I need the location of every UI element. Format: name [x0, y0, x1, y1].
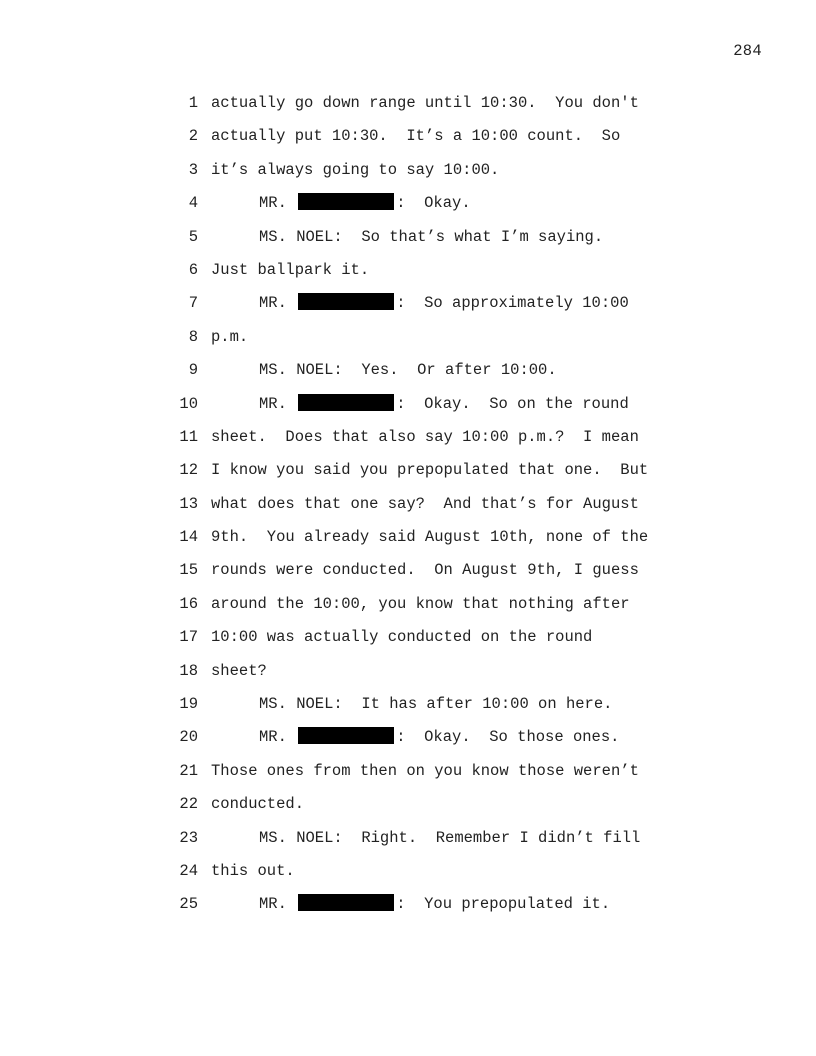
line-text [259, 388, 629, 421]
line-text [259, 187, 471, 220]
line-text [259, 721, 619, 754]
speaker-prefix: MR. [259, 294, 287, 313]
line-number: 3 [188, 160, 198, 179]
line-number: 5 [188, 227, 198, 246]
line-text [259, 688, 612, 721]
spoken-text: MS. NOEL: Yes. Or after 10:00. [259, 361, 557, 380]
transcript-line [0, 287, 816, 320]
line-number: 25 [179, 895, 198, 914]
spoken-text: this out. [211, 861, 295, 880]
transcript-line [0, 187, 816, 220]
spoken-text: : You prepopulated it. [396, 895, 611, 914]
line-number: 4 [188, 194, 198, 213]
line-text [211, 755, 639, 788]
line-number: 20 [179, 728, 198, 747]
redaction-box [298, 727, 394, 744]
line-text [211, 421, 639, 454]
transcript-line [0, 388, 816, 421]
transcript-line [0, 822, 816, 855]
redaction-box [298, 293, 394, 310]
transcript-line [0, 454, 816, 487]
transcript-line [0, 888, 816, 921]
line-number: 16 [179, 594, 198, 613]
spoken-text: MS. NOEL: So that’s what I’m saying. [259, 227, 604, 246]
redaction-box [298, 394, 394, 411]
spoken-text: actually put 10:30. It’s a 10:00 count. So [211, 127, 621, 146]
line-number: 19 [179, 695, 198, 714]
transcript-line [0, 621, 816, 654]
line-text [211, 454, 648, 487]
line-text [211, 655, 267, 688]
line-number: 24 [179, 861, 198, 880]
transcript-line [0, 588, 816, 621]
spoken-text: sheet? [211, 661, 267, 680]
spoken-text: p.m. [211, 327, 249, 346]
line-number: 6 [188, 260, 198, 279]
spoken-text: : Okay. So on the round [396, 394, 629, 413]
line-number: 7 [188, 294, 198, 313]
redaction-box [298, 193, 394, 210]
line-number: 23 [179, 828, 198, 847]
line-number: 1 [188, 94, 198, 112]
spoken-text: MS. NOEL: Right. Remember I didn’t fill [259, 828, 641, 847]
line-number: 11 [179, 427, 198, 446]
line-text [259, 221, 603, 254]
line-text [211, 321, 248, 354]
line-text [211, 554, 639, 587]
speaker-prefix: MR. [259, 895, 287, 914]
speaker-prefix: MR. [259, 728, 287, 747]
line-number: 18 [179, 661, 198, 680]
spoken-text: it’s always going to say 10:00. [211, 160, 500, 179]
spoken-text: sheet. Does that also say 10:00 p.m.? I mean [211, 427, 639, 446]
spoken-text: conducted. [211, 795, 305, 814]
transcript-line [0, 721, 816, 754]
transcript-line [0, 120, 816, 153]
spoken-text: around the 10:00, you know that nothing after [211, 594, 630, 613]
transcript-line [0, 855, 816, 888]
line-number: 17 [179, 628, 198, 647]
spoken-text: rounds were conducted. On August 9th, I guess [211, 561, 639, 580]
line-number: 22 [179, 795, 198, 814]
transcript-line [0, 221, 816, 254]
transcript-line [0, 87, 816, 120]
redaction-box [298, 894, 394, 911]
line-number: 2 [188, 127, 198, 146]
transcript-line [0, 755, 816, 788]
transcript-line [0, 254, 816, 287]
spoken-text: : So approximately 10:00 [396, 294, 629, 313]
line-text [211, 588, 630, 621]
line-text [211, 521, 648, 554]
transcript-line [0, 655, 816, 688]
transcript-line [0, 488, 816, 521]
line-text [259, 822, 640, 855]
line-number: 14 [179, 528, 198, 547]
line-text [211, 87, 639, 120]
spoken-text: 10:00 was actually conducted on the round [211, 628, 593, 647]
spoken-text: : Okay. [396, 194, 471, 213]
page-number: 284 [733, 42, 762, 60]
line-text [211, 488, 639, 521]
line-number: 15 [179, 561, 198, 580]
line-text [211, 254, 369, 287]
transcript-line [0, 154, 816, 187]
spoken-text: MS. NOEL: It has after 10:00 on here. [259, 695, 613, 714]
line-number: 21 [179, 761, 198, 780]
line-text [211, 855, 295, 888]
line-text [211, 621, 592, 654]
line-text [211, 120, 620, 153]
transcript-line [0, 321, 816, 354]
line-text [259, 287, 629, 320]
transcript-line [0, 554, 816, 587]
transcript-line [0, 421, 816, 454]
transcript-line [0, 788, 816, 821]
speaker-prefix: MR. [259, 394, 287, 413]
spoken-text: actually go down range until 10:30. You don't [211, 94, 639, 112]
spoken-text: Just ballpark it. [211, 260, 370, 279]
line-number: 12 [179, 461, 198, 480]
spoken-text: 9th. You already said August 10th, none of the [211, 528, 649, 547]
speaker-prefix: MR. [259, 194, 287, 213]
transcript-line [0, 521, 816, 554]
line-text [259, 354, 557, 387]
line-number: 9 [188, 361, 198, 380]
spoken-text: what does that one say? And that’s for August [211, 494, 639, 513]
transcript-body [0, 87, 816, 922]
line-text [259, 888, 610, 921]
line-text [211, 788, 304, 821]
transcript-line [0, 688, 816, 721]
spoken-text: : Okay. So those ones. [396, 728, 620, 747]
transcript-line [0, 354, 816, 387]
spoken-text: Those ones from then on you know those weren’t [211, 761, 639, 780]
line-number: 8 [188, 327, 198, 346]
line-number: 13 [179, 494, 198, 513]
line-number: 10 [179, 394, 198, 413]
spoken-text: I know you said you prepopulated that one. But [211, 461, 649, 480]
line-text [211, 154, 499, 187]
